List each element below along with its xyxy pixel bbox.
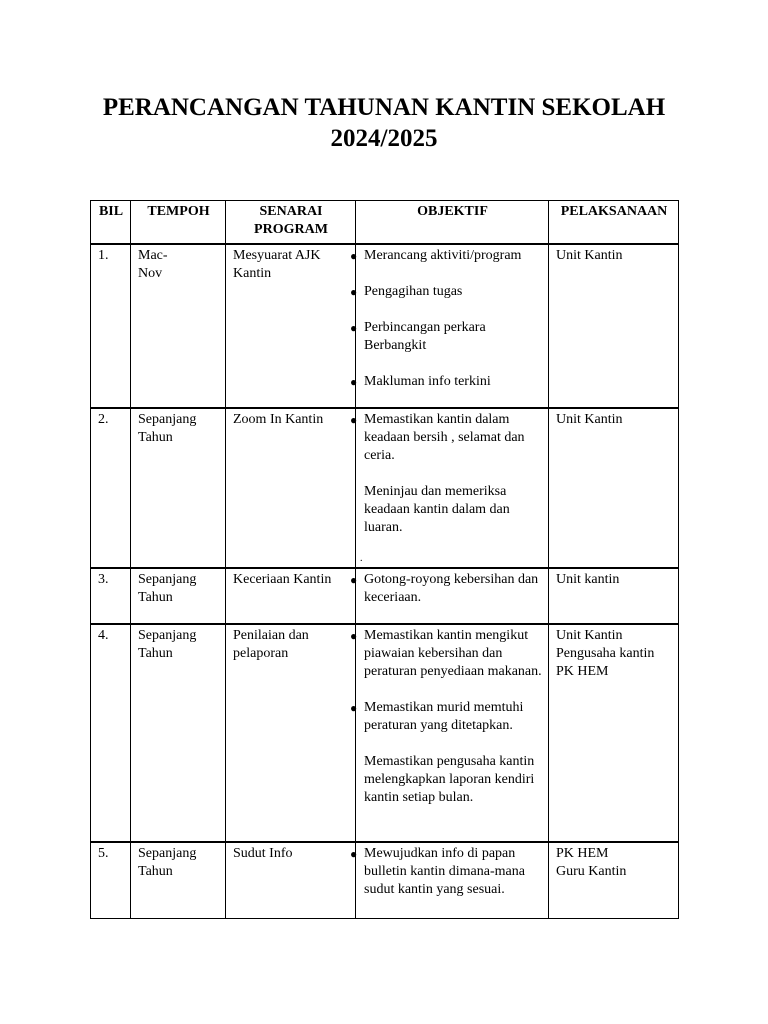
table-row: [91, 244, 679, 408]
bullet-icon: ●: [350, 573, 358, 587]
cell-tempoh: [131, 408, 226, 568]
bullet-icon: ●: [350, 321, 358, 335]
table-row: [91, 408, 679, 568]
objective-item: [350, 411, 542, 465]
objective-item: [350, 319, 542, 355]
cell-pelaksanaan: [549, 568, 679, 624]
table-row: [91, 568, 679, 624]
objective-text: Gotong-royong kebersihan dan keceriaan.: [364, 572, 539, 605]
bullet-icon: ●: [350, 413, 358, 427]
title-line-2: 2024/2025: [330, 125, 438, 152]
program-line: Zoom In Kantin: [233, 412, 324, 427]
pelaksanaan-line: Unit Kantin: [556, 412, 623, 427]
objective-text: Pengagihan tugas: [364, 284, 463, 299]
program-line: Penilaian dan: [233, 628, 309, 643]
objective-item: [350, 283, 542, 301]
bullet-icon: ●: [350, 847, 358, 861]
pelaksanaan-line: Guru Kantin: [556, 864, 627, 879]
objective-item: [350, 845, 542, 899]
objective-text: Mewujudkan info di papan bulletin kantin dimana-mana sudut kantin yang sesuai.: [364, 846, 525, 897]
cell-tempoh: [131, 842, 226, 918]
pelaksanaan-line: Unit Kantin: [556, 248, 623, 263]
bullet-icon: ●: [350, 249, 358, 263]
program-line: Sudut Info: [233, 846, 293, 861]
objective-text: Perbincangan perkara Berbangkit: [364, 320, 486, 353]
program-line: Kantin: [233, 266, 272, 281]
objective-item: [350, 571, 542, 607]
cell-bil: 1.: [91, 244, 131, 408]
header-objektif: OBJEKTIF: [356, 201, 549, 245]
cell-bil: 2.: [91, 408, 131, 568]
bullet-icon: ●: [350, 375, 358, 389]
objective-item: [350, 627, 542, 681]
cell-program: [226, 408, 356, 568]
objective-text: Memastikan murid memtuhi peraturan yang ditetapkan.: [364, 700, 524, 733]
cell-objektif: [350, 624, 549, 842]
objective-item: [360, 483, 542, 537]
cell-objektif: [350, 568, 549, 624]
pelaksanaan-line: PK HEM: [556, 846, 609, 861]
program-line: Mesyuarat AJK: [233, 248, 321, 263]
pelaksanaan-line: Unit kantin: [556, 572, 620, 587]
cell-pelaksanaan: [549, 244, 679, 408]
cell-program: [226, 244, 356, 408]
objective-text: Meninjau dan memeriksa keadaan kantin dalam dan luaran.: [364, 484, 510, 535]
objective-tail: .: [360, 553, 363, 564]
objective-item: [360, 753, 542, 807]
cell-program: [226, 624, 356, 842]
cell-program: [226, 842, 356, 918]
cell-objektif: [350, 842, 549, 918]
objective-text: Memastikan kantin mengikut piawaian kebersihan dan peraturan penyediaan makanan.: [364, 628, 542, 679]
cell-objektif: [350, 244, 549, 408]
tempoh-line: Tahun: [138, 430, 173, 445]
pelaksanaan-line: Pengusaha kantin: [556, 646, 655, 661]
header-senarai-program: [226, 201, 356, 245]
objective-item: [350, 699, 542, 735]
tempoh-line: Nov: [138, 266, 163, 281]
tempoh-line: Sepanjang: [138, 628, 197, 643]
header-pelaksanaan: PELAKSANAAN: [549, 201, 679, 245]
tempoh-line: Sepanjang: [138, 412, 197, 427]
header-program-line-2: PROGRAM: [254, 222, 328, 237]
cell-objektif: [350, 408, 549, 568]
tempoh-line: Sepanjang: [138, 846, 197, 861]
cell-pelaksanaan: [549, 624, 679, 842]
table-row: [91, 842, 679, 918]
cell-pelaksanaan: [549, 408, 679, 568]
cell-bil: 4.: [91, 624, 131, 842]
objective-item: [350, 373, 542, 391]
objective-text: Merancang aktiviti/program: [364, 248, 522, 263]
cell-bil: 3.: [91, 568, 131, 624]
header-bil: BIL: [91, 201, 131, 245]
tempoh-line: Sepanjang: [138, 572, 197, 587]
tempoh-line: Tahun: [138, 646, 173, 661]
header-program-line-1: SENARAI: [259, 204, 323, 219]
table-body: [91, 244, 679, 918]
bullet-icon: ●: [350, 285, 358, 299]
objective-item: [350, 247, 542, 265]
program-line: Keceriaan Kantin: [233, 572, 332, 587]
objective-text: Memastikan kantin dalam keadaan bersih , selamat dan ceria.: [364, 412, 525, 463]
cell-tempoh: [131, 244, 226, 408]
program-line: pelaporan: [233, 646, 289, 661]
cell-program: [226, 568, 356, 624]
bullet-icon: ●: [350, 701, 358, 715]
header-tempoh: TEMPOH: [131, 201, 226, 245]
table-header-row: [91, 201, 679, 245]
tempoh-line: Tahun: [138, 590, 173, 605]
bullet-icon: ●: [350, 629, 358, 643]
tempoh-line: Mac-: [138, 248, 168, 263]
document-title: [0, 92, 768, 154]
table-row: [91, 624, 679, 842]
pelaksanaan-line: Unit Kantin: [556, 628, 623, 643]
objective-text: Makluman info terkini: [364, 374, 491, 389]
objective-text: Memastikan pengusaha kantin melengkapkan laporan kendiri kantin setiap bulan.: [364, 754, 535, 805]
annual-plan-table: [90, 200, 679, 919]
cell-tempoh: [131, 568, 226, 624]
cell-pelaksanaan: [549, 842, 679, 918]
cell-tempoh: [131, 624, 226, 842]
pelaksanaan-line: PK HEM: [556, 664, 609, 679]
title-line-1: PERANCANGAN TAHUNAN KANTIN SEKOLAH: [102, 94, 666, 121]
cell-bil: 5.: [91, 842, 131, 918]
tempoh-line: Tahun: [138, 864, 173, 879]
